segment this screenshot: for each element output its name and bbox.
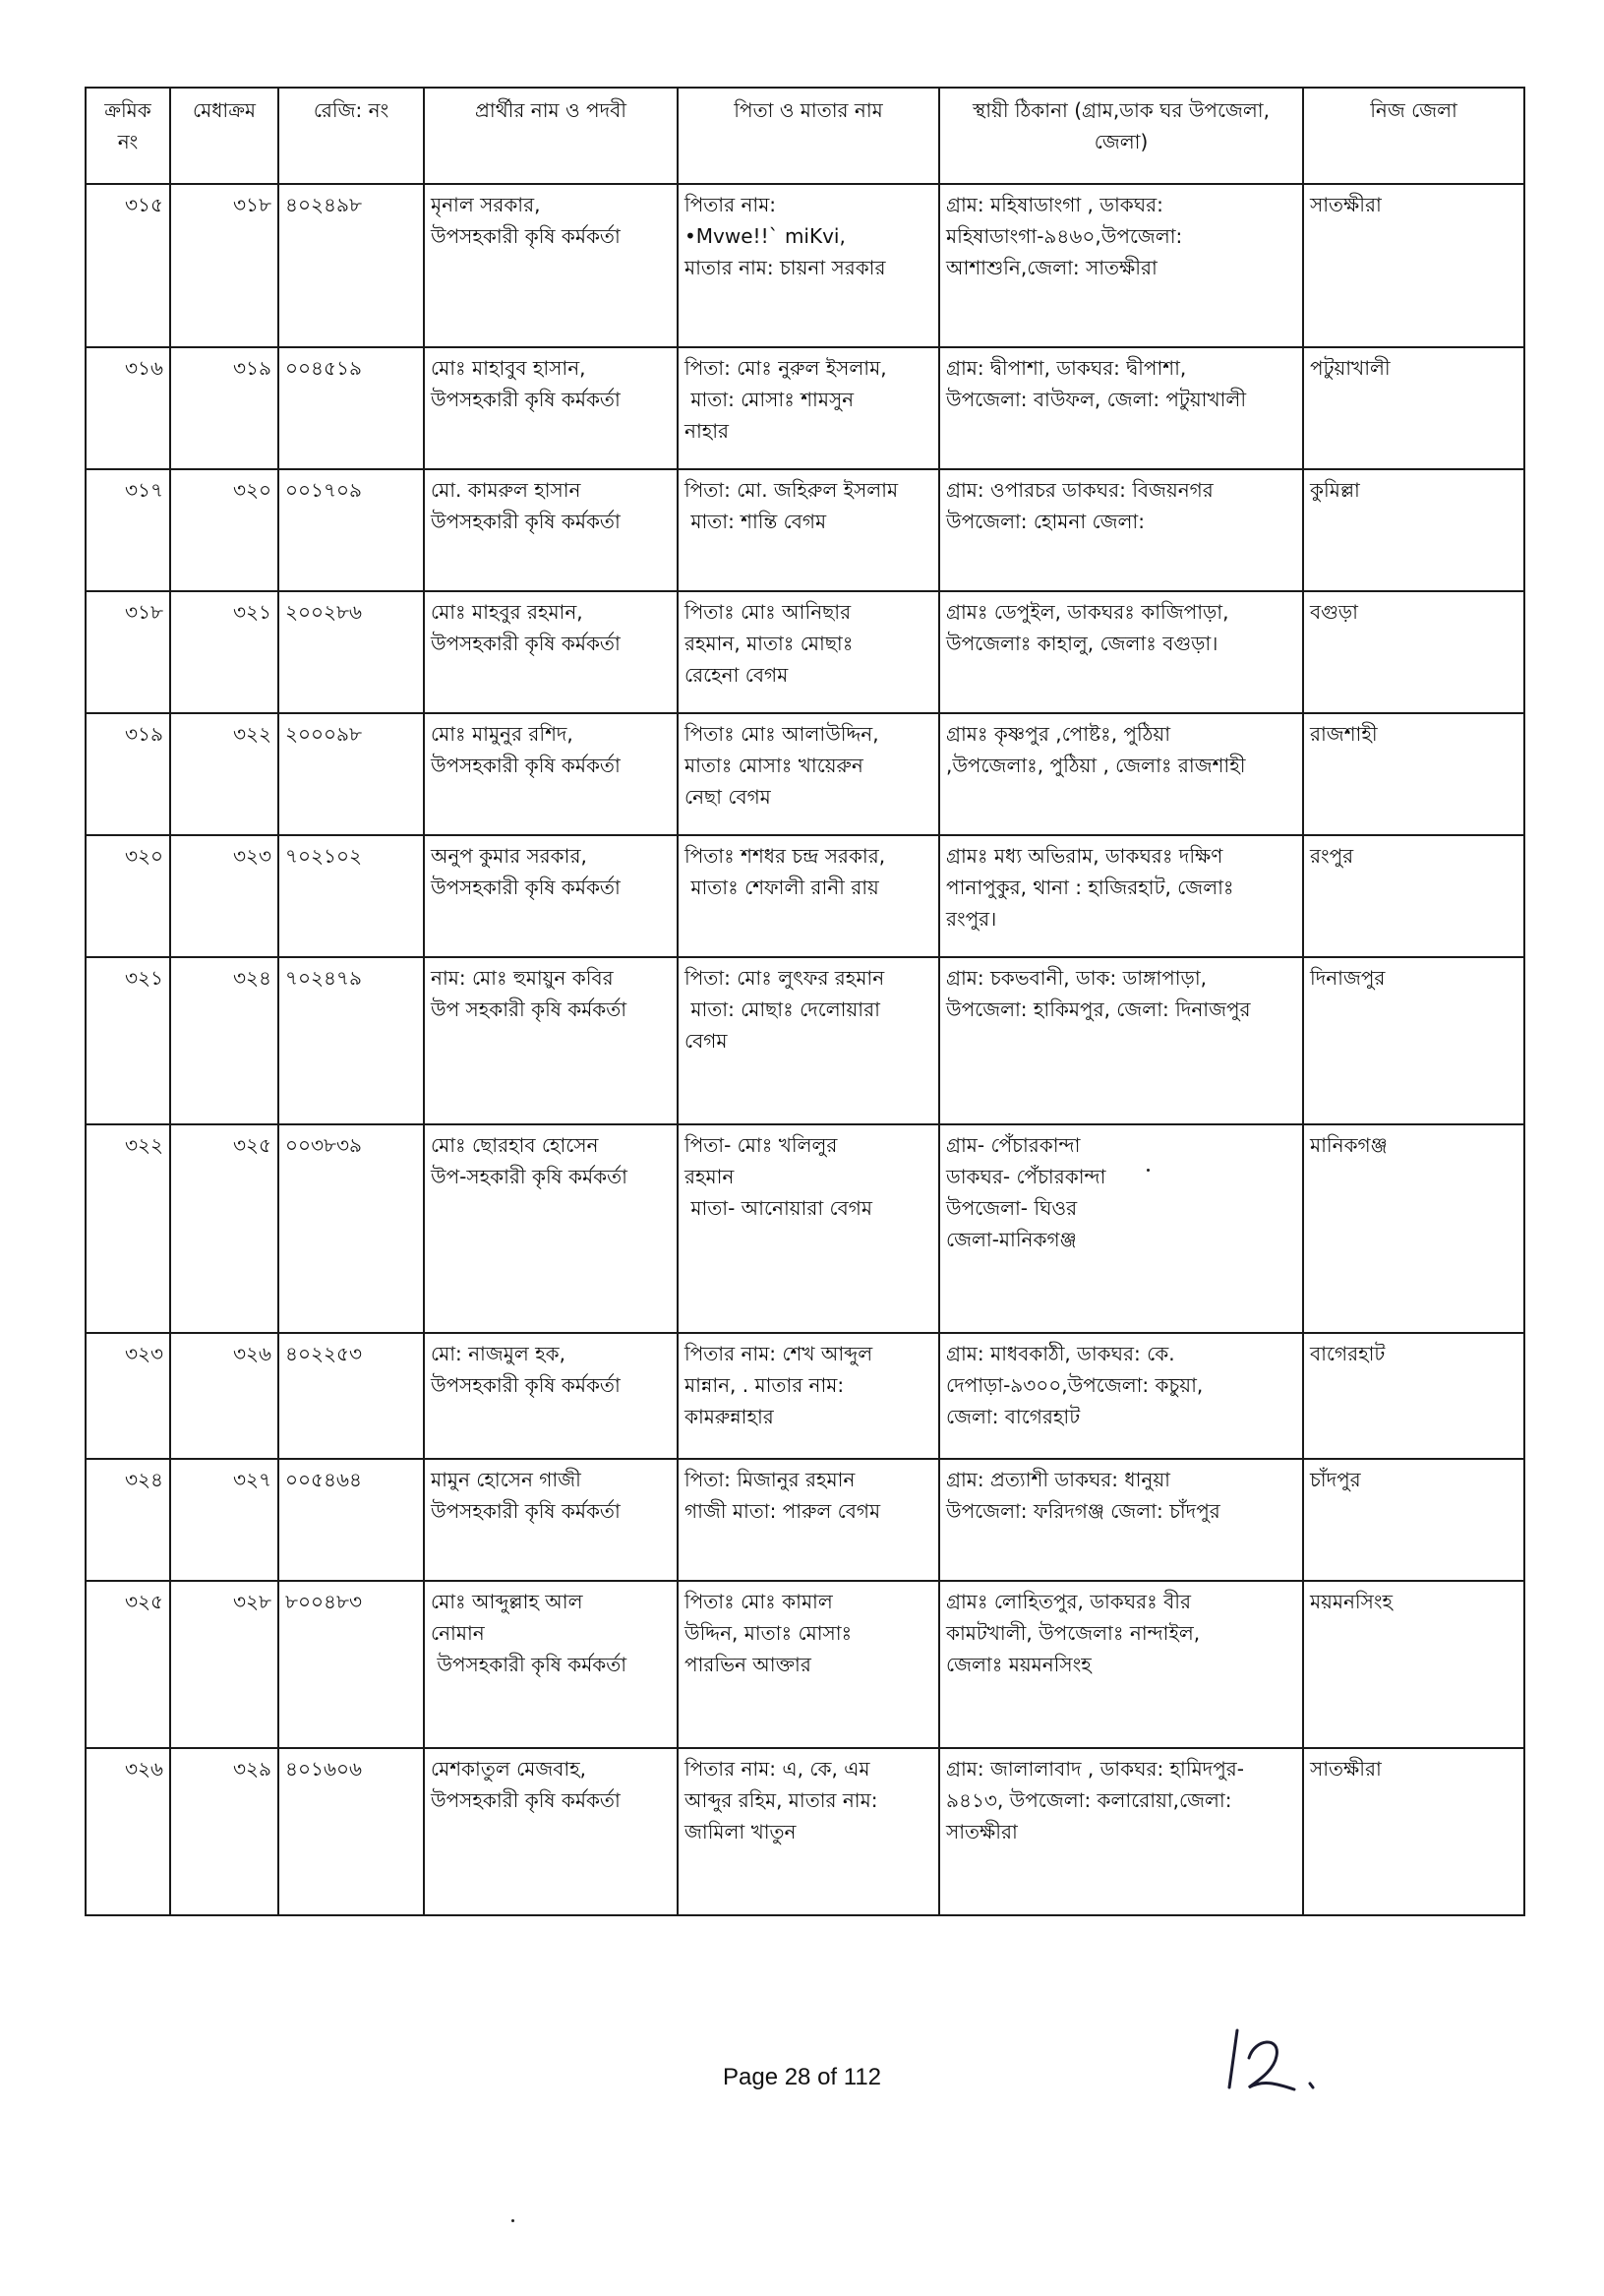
- cell-name-designation-line: মামুন হোসেন গাজী: [431, 1468, 581, 1491]
- cell-name-designation-line: মোঃ মামুনুর রশিদ,: [431, 722, 573, 746]
- cell-permanent-address-line: জেলা: বাগেরহাট: [946, 1405, 1081, 1428]
- table-row: [86, 1124, 1524, 1333]
- table-row: [86, 713, 1524, 835]
- cell-parents-line: পিতার নাম: শেখ আব্দুল: [684, 1342, 873, 1365]
- cell-name-designation-line: মোঃ মাহাবুব হাসান,: [431, 356, 586, 380]
- cell-parents-line: মান্নান, . মাতার নাম:: [684, 1373, 845, 1397]
- cell-permanent-address: [939, 957, 1303, 1124]
- cell-registration: ৪০১৬০৬: [278, 1748, 424, 1915]
- cell-permanent-address-line: গ্রাম: দ্বীপাশা, ডাকঘর: দ্বীপাশা,: [946, 356, 1187, 380]
- cell-parents-line: পিতা- মোঃ খলিলুর: [684, 1133, 838, 1157]
- cell-permanent-address-line: উপজেলাঃ কাহালু, জেলাঃ বগুড়া।: [946, 632, 1218, 655]
- table-body: [86, 184, 1524, 1915]
- cell-permanent-address: [939, 591, 1303, 713]
- cell-name-designation: [424, 347, 678, 469]
- cell-permanent-address: [939, 1459, 1303, 1581]
- cell-name-designation: [424, 835, 678, 957]
- cell-name-designation-line: উপসহকারী কৃষি কর্মকর্তা: [431, 632, 621, 655]
- cell-parents-line: পিতাঃ মোঃ আনিছার: [684, 600, 852, 624]
- cell-permanent-address-line: আশাশুনি,জেলা: সাতক্ষীরা: [946, 256, 1158, 279]
- cell-parents-line: মাতা- আনোয়ারা বেগম: [684, 1196, 872, 1220]
- cell-name-designation-line: উপসহকারী কৃষি কর্মকর্তা: [431, 1499, 621, 1523]
- cell-permanent-address-line: কামটখালী, উপজেলাঃ নান্দাইল,: [946, 1621, 1201, 1645]
- cell-parents-line: মাতা: শান্তি বেগম: [684, 510, 827, 533]
- table-row: [86, 1581, 1524, 1748]
- cell-permanent-address-line: ডাকঘর- পেঁচারকান্দা: [946, 1165, 1106, 1188]
- cell-permanent-address: [939, 835, 1303, 957]
- cell-parents-line: নেছা বেগম: [684, 785, 771, 809]
- cell-parents-line: মাতা: মোছাঃ দেলোয়ারা: [684, 997, 880, 1021]
- cell-merit: ৩২৮: [170, 1581, 278, 1748]
- cell-parents-line: পিতা: মো. জহিরুল ইসলাম: [684, 478, 899, 502]
- cell-name-designation: [424, 1748, 678, 1915]
- cell-name-designation-line: মোঃ আব্দুল্লাহ আল: [431, 1590, 583, 1613]
- header-home-district: নিজ জেলা: [1303, 88, 1524, 184]
- cell-parents-line: পিতার নাম: এ, কে, এম: [684, 1757, 870, 1781]
- cell-merit: ৩২৭: [170, 1459, 278, 1581]
- cell-parents-line: আব্দুর রহিম, মাতার নাম:: [684, 1788, 878, 1812]
- cell-permanent-address-line: ,উপজেলাঃ, পুঠিয়া , জেলাঃ রাজশাহী: [946, 754, 1246, 777]
- cell-registration: ২০০২৮৬: [278, 591, 424, 713]
- cell-parents: [678, 469, 939, 591]
- cell-registration: ০০৫৪৬৪: [278, 1459, 424, 1581]
- header-name-designation: প্রার্থীর নাম ও পদবী: [424, 88, 678, 184]
- cell-parents-line: পিতাঃ মোঃ কামাল: [684, 1590, 833, 1613]
- cell-parents-line: পিতাঃ মোঃ আলাউদ্দিন,: [684, 722, 879, 746]
- candidate-table: [85, 87, 1525, 1916]
- cell-name-designation-line: মেশকাতুল মেজবাহ,: [431, 1757, 587, 1781]
- scan-speck: [1147, 1169, 1150, 1172]
- cell-name-designation: [424, 1333, 678, 1459]
- cell-serial: ৩১৮: [86, 591, 170, 713]
- cell-permanent-address-line: সাতক্ষীরা: [946, 1820, 1018, 1843]
- cell-registration: ২০০০৯৮: [278, 713, 424, 835]
- cell-home-district: দিনাজপুর: [1303, 957, 1524, 1124]
- page-number: Page 28 of 112: [722, 2064, 882, 2090]
- cell-parents: [678, 1581, 939, 1748]
- cell-name-designation-line: অনুপ কুমার সরকার,: [431, 844, 587, 868]
- header-permanent-address: স্থায়ী ঠিকানা (গ্রাম,ডাক ঘর উপজেলা, জেলা): [939, 88, 1303, 184]
- cell-serial: ৩২৫: [86, 1581, 170, 1748]
- cell-merit: ৩১৮: [170, 184, 278, 347]
- cell-permanent-address-line: জেলা-মানিকগঞ্জ: [946, 1228, 1077, 1251]
- cell-serial: ৩২১: [86, 957, 170, 1124]
- cell-merit: ৩২০: [170, 469, 278, 591]
- cell-name-designation-line: উপ সহকারী কৃষি কর্মকর্তা: [431, 997, 627, 1021]
- cell-name-designation-line: মোঃ ছোরহাব হোসেন: [431, 1133, 599, 1157]
- cell-parents-line: মাতাঃ শেফালী রানী রায়: [684, 876, 879, 899]
- cell-merit: ৩২২: [170, 713, 278, 835]
- cell-serial: ৩২২: [86, 1124, 170, 1333]
- cell-merit: ৩১৯: [170, 347, 278, 469]
- cell-parents-line: মাতা: মোসাঃ শামসুন: [684, 388, 855, 411]
- cell-name-designation-line: উপসহকারী কৃষি কর্মকর্তা: [431, 510, 621, 533]
- cell-permanent-address-line: গ্রাম: জালালাবাদ , ডাকঘর: হামিদপুর-: [946, 1757, 1244, 1781]
- cell-registration: ০০৪৫১৯: [278, 347, 424, 469]
- cell-home-district: মানিকগঞ্জ: [1303, 1124, 1524, 1333]
- scan-speck: [511, 2219, 514, 2222]
- cell-name-designation-line: মৃনাল সরকার,: [431, 193, 541, 216]
- cell-name-designation: [424, 713, 678, 835]
- cell-name-designation: [424, 957, 678, 1124]
- cell-permanent-address-line: গ্রাম: প্রত্যাশী ডাকঘর: ধানুয়া: [946, 1468, 1170, 1491]
- cell-permanent-address-line: উপজেলা: বাউফল, জেলা: পটুয়াখালী: [946, 388, 1247, 411]
- cell-name-designation-line: উপসহকারী কৃষি কর্মকর্তা: [431, 224, 621, 248]
- cell-merit: ৩২৯: [170, 1748, 278, 1915]
- cell-home-district: রাজশাহী: [1303, 713, 1524, 835]
- cell-permanent-address: [939, 1581, 1303, 1748]
- cell-registration: ৭০২১০২: [278, 835, 424, 957]
- header-parents: পিতা ও মাতার নাম: [678, 88, 939, 184]
- cell-parents-line: রহমান: [684, 1165, 735, 1188]
- table-row: [86, 1748, 1524, 1915]
- cell-permanent-address-line: গ্রাম- পেঁচারকান্দা: [946, 1133, 1081, 1157]
- cell-permanent-address-line: গ্রামঃ কৃষ্ণপুর ,পোষ্টঃ, পুঠিয়া: [946, 722, 1170, 746]
- cell-permanent-address-line: গ্রাম: মাধবকাঠী, ডাকঘর: কে.: [946, 1342, 1175, 1365]
- cell-parents-line: •Mvwe!!` miKvi,: [684, 224, 846, 248]
- cell-name-designation-line: উপসহকারী কৃষি কর্মকর্তা: [431, 876, 621, 899]
- cell-name-designation-line: মো. কামরুল হাসান: [431, 478, 581, 502]
- table-row: [86, 347, 1524, 469]
- cell-name-designation-line: উপসহকারী কৃষি কর্মকর্তা: [431, 1788, 621, 1812]
- cell-name-designation-line: উপসহকারী কৃষি কর্মকর্তা: [431, 1373, 621, 1397]
- cell-serial: ৩২৩: [86, 1333, 170, 1459]
- cell-name-designation: [424, 184, 678, 347]
- cell-permanent-address-line: গ্রামঃ মধ্য অভিরাম, ডাকঘরঃ দক্ষিণ: [946, 844, 1223, 868]
- cell-name-designation-line: নাম: মোঃ হুমায়ুন কবির: [431, 966, 614, 990]
- cell-permanent-address-line: উপজেলা: ফরিদগঞ্জ জেলা: চাঁদপুর: [946, 1499, 1220, 1523]
- cell-name-designation: [424, 469, 678, 591]
- cell-home-district: বগুড়া: [1303, 591, 1524, 713]
- header-serial: ক্রমিক নং: [86, 88, 170, 184]
- cell-permanent-address: [939, 184, 1303, 347]
- table-row: [86, 957, 1524, 1124]
- cell-merit: ৩২৫: [170, 1124, 278, 1333]
- cell-permanent-address: [939, 469, 1303, 591]
- cell-home-district: সাতক্ষীরা: [1303, 1748, 1524, 1915]
- cell-permanent-address-line: রংপুর।: [946, 907, 997, 931]
- cell-parents: [678, 347, 939, 469]
- cell-registration: ০০১৭০৯: [278, 469, 424, 591]
- cell-parents: [678, 184, 939, 347]
- cell-parents-line: উদ্দিন, মাতাঃ মোসাঃ: [684, 1621, 853, 1645]
- cell-home-district: সাতক্ষীরা: [1303, 184, 1524, 347]
- cell-merit: ৩২৬: [170, 1333, 278, 1459]
- cell-name-designation-line: উপ-সহকারী কৃষি কর্মকর্তা: [431, 1165, 627, 1188]
- cell-parents-line: জামিলা খাতুন: [684, 1820, 797, 1843]
- handwritten-initials: [1219, 2019, 1337, 2097]
- table-row: [86, 184, 1524, 347]
- cell-home-district: ময়মনসিংহ: [1303, 1581, 1524, 1748]
- cell-home-district: পটুয়াখালী: [1303, 347, 1524, 469]
- cell-permanent-address-line: গ্রাম: চকভবানী, ডাক: ডাঙ্গাপাড়া,: [946, 966, 1207, 990]
- cell-serial: ৩২৬: [86, 1748, 170, 1915]
- cell-permanent-address-line: গ্রামঃ ডেপুইল, ডাকঘরঃ কাজিপাড়া,: [946, 600, 1229, 624]
- cell-permanent-address: [939, 713, 1303, 835]
- cell-name-designation-line: মো: নাজমুল হক,: [431, 1342, 565, 1365]
- cell-home-district: কুমিল্লা: [1303, 469, 1524, 591]
- cell-parents-line: মাতার নাম: চায়না সরকার: [684, 256, 886, 279]
- cell-permanent-address: [939, 1333, 1303, 1459]
- cell-home-district: বাগেরহাট: [1303, 1333, 1524, 1459]
- cell-registration: ৮০০৪৮৩: [278, 1581, 424, 1748]
- cell-permanent-address-line: পানাপুকুর, থানা : হাজিরহাট, জেলাঃ: [946, 876, 1234, 899]
- cell-name-designation-line: উপসহকারী কৃষি কর্মকর্তা: [431, 388, 621, 411]
- document-sheet: [85, 87, 1523, 1916]
- cell-home-district: রংপুর: [1303, 835, 1524, 957]
- cell-permanent-address-line: গ্রাম: ওপারচর ডাকঘর: বিজয়নগর: [946, 478, 1214, 502]
- cell-permanent-address: [939, 347, 1303, 469]
- cell-serial: ৩২০: [86, 835, 170, 957]
- cell-parents: [678, 1459, 939, 1581]
- cell-permanent-address-line: ৯৪১৩, উপজেলা: কলারোয়া,জেলা:: [946, 1788, 1232, 1812]
- header-merit: মেধাক্রম: [170, 88, 278, 184]
- table-row: [86, 1459, 1524, 1581]
- cell-parents-line: পারভিন আক্তার: [684, 1653, 811, 1676]
- cell-parents: [678, 1124, 939, 1333]
- cell-parents-line: রেহেনা বেগম: [684, 663, 789, 687]
- header-registration: রেজি: নং: [278, 88, 424, 184]
- cell-parents-line: কামরুন্নাহার: [684, 1405, 774, 1428]
- table-row: [86, 835, 1524, 957]
- cell-name-designation: [424, 1581, 678, 1748]
- cell-name-designation: [424, 591, 678, 713]
- cell-parents: [678, 1748, 939, 1915]
- cell-merit: ৩২১: [170, 591, 278, 713]
- cell-registration: ০০৩৮৩৯: [278, 1124, 424, 1333]
- cell-parents-line: বেগম: [684, 1029, 728, 1053]
- cell-parents-line: গাজী মাতা: পারুল বেগম: [684, 1499, 881, 1523]
- cell-name-designation: [424, 1459, 678, 1581]
- cell-parents: [678, 1333, 939, 1459]
- cell-parents-line: রহমান, মাতাঃ মোছাঃ: [684, 632, 854, 655]
- table-row: [86, 469, 1524, 591]
- cell-permanent-address-line: উপজেলা: হাকিমপুর, জেলা: দিনাজপুর: [946, 997, 1251, 1021]
- table-row: [86, 591, 1524, 713]
- cell-permanent-address-line: উপজেলা- ঘিওর: [946, 1196, 1078, 1220]
- cell-name-designation: [424, 1124, 678, 1333]
- cell-parents-line: পিতার নাম:: [684, 193, 777, 216]
- cell-merit: ৩২৩: [170, 835, 278, 957]
- cell-registration: ৪০২৪৯৮: [278, 184, 424, 347]
- cell-permanent-address-line: জেলাঃ ময়মনসিংহ: [946, 1653, 1092, 1676]
- cell-name-designation-line: উপসহকারী কৃষি কর্মকর্তা: [431, 1653, 627, 1676]
- cell-serial: ৩১৫: [86, 184, 170, 347]
- cell-registration: ৭০২৪৭৯: [278, 957, 424, 1124]
- cell-serial: ৩১৯: [86, 713, 170, 835]
- cell-parents-line: পিতা: মোঃ লুৎফর রহমান: [684, 966, 885, 990]
- cell-permanent-address-line: গ্রাম: মহিষাডাংগা , ডাকঘর:: [946, 193, 1163, 216]
- cell-serial: ৩১৬: [86, 347, 170, 469]
- cell-name-designation-line: নোমান: [431, 1621, 485, 1645]
- cell-parents-line: নাহার: [684, 419, 730, 443]
- cell-parents-line: পিতা: মোঃ নুরুল ইসলাম,: [684, 356, 887, 380]
- table-header-row: [86, 88, 1524, 184]
- cell-parents-line: মাতাঃ মোসাঃ খায়েরুন: [684, 754, 863, 777]
- cell-permanent-address-line: দেপাড়া-৯৩০০,উপজেলা: কচুয়া,: [946, 1373, 1204, 1397]
- cell-parents-line: পিতা: মিজানুর রহমান: [684, 1468, 856, 1491]
- cell-permanent-address: [939, 1748, 1303, 1915]
- cell-registration: ৪০২২৫৩: [278, 1333, 424, 1459]
- cell-parents: [678, 713, 939, 835]
- cell-permanent-address-line: উপজেলা: হোমনা জেলা:: [946, 510, 1145, 533]
- table-row: [86, 1333, 1524, 1459]
- cell-parents: [678, 835, 939, 957]
- cell-merit: ৩২৪: [170, 957, 278, 1124]
- cell-parents-line: পিতাঃ শশধর চন্দ্র সরকার,: [684, 844, 886, 868]
- cell-name-designation-line: মোঃ মাহবুর রহমান,: [431, 600, 583, 624]
- cell-serial: ৩২৪: [86, 1459, 170, 1581]
- cell-name-designation-line: উপসহকারী কৃষি কর্মকর্তা: [431, 754, 621, 777]
- cell-parents: [678, 957, 939, 1124]
- cell-home-district: চাঁদপুর: [1303, 1459, 1524, 1581]
- cell-parents: [678, 591, 939, 713]
- cell-permanent-address: [939, 1124, 1303, 1333]
- cell-permanent-address-line: গ্রামঃ লোহিতপুর, ডাকঘরঃ বীর: [946, 1590, 1191, 1613]
- cell-permanent-address-line: মহিষাডাংগা-৯৪৬০,উপজেলা:: [946, 224, 1183, 248]
- cell-serial: ৩১৭: [86, 469, 170, 591]
